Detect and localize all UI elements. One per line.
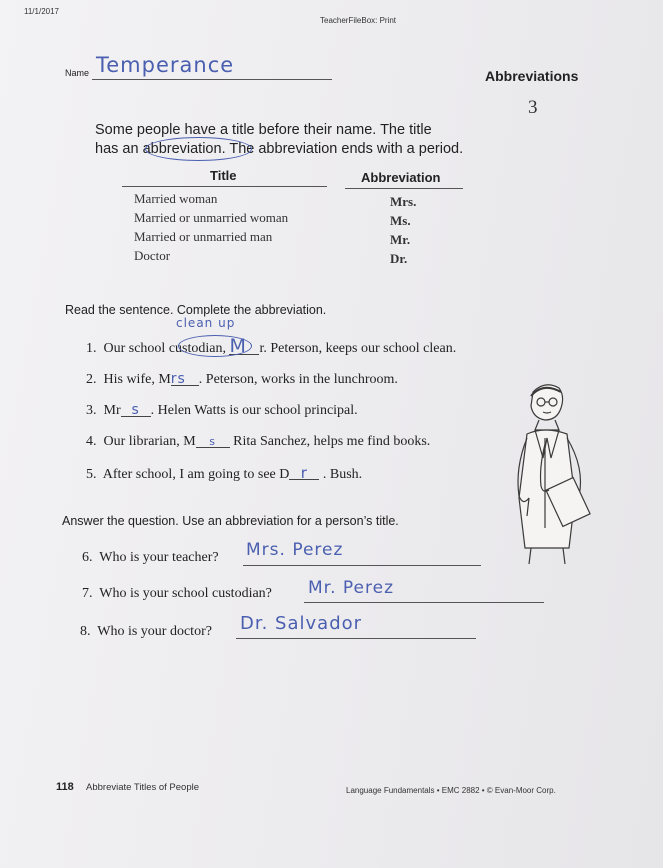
answer-blank: s — [121, 404, 151, 417]
page-number: 3 — [528, 97, 538, 118]
answer-blank: r — [289, 467, 319, 480]
table-cell-abbr: Dr. — [390, 251, 408, 266]
print-date: 11/1/2017 — [24, 7, 59, 16]
table-cell-abbr: Mr. — [390, 232, 411, 247]
sentence-number: 5. — [86, 467, 97, 482]
sentence-pre: Our librarian, M — [103, 434, 196, 449]
unit-title: Abbreviations — [485, 68, 579, 84]
sentence-number: 4. — [86, 434, 97, 449]
table-cell-title: Married woman — [134, 191, 218, 206]
table-cell-abbr: Ms. — [390, 213, 411, 228]
footer-title: Abbreviate Titles of People — [86, 782, 200, 793]
question-number: 7. — [82, 586, 93, 601]
name-line — [92, 79, 332, 80]
sentence-4 — [86, 434, 430, 450]
question-number: 8. — [80, 624, 91, 639]
question-text: Who is your doctor? — [97, 624, 212, 639]
table-header-title: Title — [210, 168, 237, 183]
answer-line — [243, 565, 481, 566]
sentence-post: . Peterson, works in the lunchroom. — [198, 372, 398, 387]
answer-blank: rs — [171, 373, 199, 386]
question-number: 6. — [82, 550, 93, 565]
name-label: Name — [65, 68, 90, 78]
sentence-pre: His wife, M — [103, 372, 171, 387]
sentence-post: r. Peterson, keeps our school clean. — [259, 341, 457, 356]
answer-line — [236, 638, 476, 639]
question-text: Who is your teacher? — [99, 550, 219, 565]
section-2-instruction: Answer the question. Use an abbreviation for a person’s title. — [62, 514, 399, 528]
sentence-5 — [86, 464, 363, 483]
table-cell-title: Married or unmarried woman — [134, 210, 289, 225]
question-text: Who is your school custodian? — [99, 586, 272, 601]
question-8 — [80, 624, 212, 640]
table-cell-abbr: Mrs. — [390, 194, 417, 209]
table-header-rule — [345, 188, 463, 189]
student-name: Temperance — [96, 53, 235, 77]
answer-text: Mr. Perez — [308, 578, 395, 598]
table-cell-title: Doctor — [134, 248, 171, 263]
circle-mark — [145, 137, 252, 161]
custodian-illustration — [505, 378, 597, 566]
sentence-pre: Mr — [103, 403, 121, 418]
sentence-pre: After school, I am going to see D — [102, 467, 290, 482]
question-6 — [82, 550, 219, 566]
footer-page-number: 118 — [56, 781, 74, 793]
print-source: TeacherFileBox: Print — [320, 16, 397, 25]
sentence-1 — [86, 335, 457, 357]
sentence-pre: Our school custodian, — [103, 341, 226, 356]
table-header-abbreviation: Abbreviation — [361, 170, 441, 185]
table-cell-title: Married or unmarried man — [134, 229, 273, 244]
section-1-instruction: Read the sentence. Complete the abbreviation. — [65, 303, 327, 317]
circle-mark — [178, 335, 252, 357]
intro-line-2: has an abbreviation. The abbreviation ends with a period. — [95, 141, 464, 157]
answer-line — [304, 602, 544, 603]
sentence-post: . Bush. — [322, 467, 363, 482]
table-header-rule — [122, 186, 327, 187]
answer-blank: M — [229, 339, 259, 355]
sentence-number: 1. — [86, 341, 97, 356]
intro-line-1: Some people have a title before their name. The title — [95, 122, 432, 138]
footer-credit: Language Fundamentals • EMC 2882 • © Evan-Moor Corp. — [346, 786, 556, 795]
sentence-number: 2. — [86, 372, 97, 387]
question-7 — [82, 586, 272, 602]
answer-text: Mrs. Perez — [246, 540, 344, 560]
sentence-2 — [86, 372, 398, 388]
answer-text: Dr. Salvador — [240, 613, 363, 634]
answer-blank: s — [196, 437, 230, 448]
sentence-post: . Helen Watts is our school principal. — [150, 403, 358, 418]
sentence-post: Rita Sanchez, helps me find books. — [233, 434, 431, 449]
sentence-3 — [86, 403, 358, 419]
sentence-number: 3. — [86, 403, 97, 418]
handwritten-note: clean up — [176, 316, 236, 330]
